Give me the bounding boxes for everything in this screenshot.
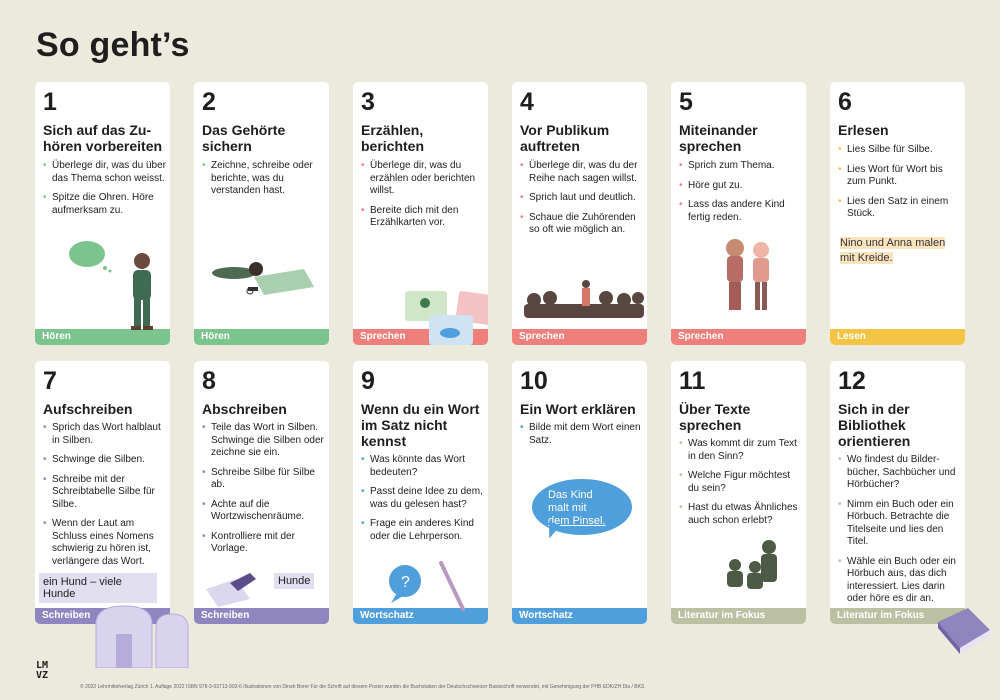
card-title: Über Texte sprechen (679, 401, 751, 433)
kids-talking-illustration (713, 238, 783, 318)
bullet-item: • Lies Silbe für Silbe. (838, 144, 962, 157)
category-bar: Hören (35, 329, 170, 345)
writing-sample (39, 573, 157, 603)
sample-line-1: Nino und Anna malen (840, 237, 946, 249)
card-title: Sich in der Bibliothek orientieren (838, 401, 911, 449)
category-bar: Sprechen (512, 329, 647, 345)
fine-print: © 2022 Lehrmittelverlag Zürich 1. Auflage 2022 ISBN 978-3-03713-903-6 Illustrationen von Dinah Borer Für die Schrift auf diesem Poster wurden die Buchstaben der Deutschschweizer Basisschrift verwendet, mit Genehmigung der PHB EDK/ZH Dia / BKS (80, 684, 645, 690)
bullet-item: • Sprich laut und deutlich. (520, 192, 644, 205)
card-number: 8 (202, 367, 216, 395)
logo-line-1: LM (36, 660, 49, 671)
bullet-item: • Was kommt dir zum Text in den Sinn? (679, 438, 803, 463)
bullet-item: • Passt deine Idee zu dem, was du gelesen hast? (361, 486, 485, 511)
bullet-item: • Frage ein anderes Kind oder die Lehrperson. (361, 518, 485, 543)
card-5 (671, 82, 806, 345)
sample-line-2: mit Kreide. (840, 252, 893, 264)
sample-text: ein Hund – viele Hunde (43, 576, 122, 600)
hunde-text: Hunde (278, 575, 311, 587)
card-title: Sich auf das Zu-hören vorbereiten (43, 122, 163, 154)
bullet-item: • Hast du etwas Ähnliches auch schon erlebt? (679, 502, 803, 527)
hand-writing-illustration (200, 571, 270, 616)
book-icon (934, 604, 994, 661)
bullet-item: • Sprich zum Thema. (679, 160, 803, 173)
card-8 (194, 361, 329, 624)
category-bar: Schreiben (194, 608, 329, 624)
bullet-item: • Höre gut zu. (679, 180, 803, 193)
card-title: Vor Publikum auftreten (520, 122, 610, 154)
bubble-line-2: malt mit (548, 502, 587, 514)
bullet-item: • Zeichne, schreibe oder berichte, was du verstanden hast. (202, 160, 326, 198)
bullet-item: • Lies den Satz in einem Stück. (838, 196, 962, 221)
bullet-item: • Schreibe mit der Schreibtabelle Silbe für Silbe. (43, 474, 167, 512)
bullet-item: • Überlege dir, was du der Reihe nach sagen willst. (520, 160, 644, 185)
bullet-item: • Wenn der Laut am Schluss eines Nomens schwierig zu hören ist, verlängere das Wort. (43, 518, 167, 568)
audience-illustration (524, 278, 644, 323)
card-number: 10 (520, 367, 548, 395)
bullet-list (520, 160, 644, 244)
bullet-item: • Überlege dir, was du erzählen oder berichten willst. (361, 160, 485, 198)
bubble-line-1: Das Kind (548, 489, 593, 501)
card-6 (830, 82, 965, 345)
category-bar: Lesen (830, 329, 965, 345)
category-bar: Wortschatz (512, 608, 647, 624)
card-title: Abschreiben (202, 401, 287, 417)
category-bar: Hören (194, 329, 329, 345)
hunde-box (274, 573, 314, 589)
card-number: 3 (361, 88, 375, 116)
bullet-list (202, 160, 326, 205)
reading-sample (840, 236, 945, 266)
card-number: 9 (361, 367, 375, 395)
bullet-item: • Wo findest du Bilder-bücher, Sachbücher und Hörbücher? (838, 454, 962, 492)
category-bar: Wortschatz (353, 608, 488, 624)
library-shelves-illustration (94, 604, 194, 673)
bullet-list (202, 422, 326, 563)
bullet-list (679, 438, 803, 534)
card-title: Miteinander sprechen (679, 122, 758, 154)
group-discussion-illustration (719, 537, 789, 602)
bullet-item: • Lass das andere Kind fertig reden. (679, 199, 803, 224)
page-title: So geht’s (36, 26, 190, 64)
bullet-item: • Bilde mit dem Wort einen Satz. (520, 422, 644, 447)
card-number: 1 (43, 88, 57, 116)
card-title: Ein Wort erklären (520, 401, 636, 417)
card-1 (35, 82, 170, 345)
card-3 (353, 82, 488, 345)
bullet-list (679, 160, 803, 231)
bullet-item: • Kontrolliere mit der Vorlage. (202, 531, 326, 556)
bullet-item: • Was könnte das Wort bedeuten? (361, 454, 485, 479)
bullet-list (838, 144, 962, 228)
bullet-item: • Sprich das Wort halblaut in Silben. (43, 422, 167, 447)
category-bar: Sprechen (671, 329, 806, 345)
girl-listening-illustration (67, 236, 170, 345)
card-12 (830, 361, 965, 624)
question-bubble-illustration (359, 557, 479, 622)
card-10 (512, 361, 647, 624)
card-number: 11 (679, 367, 706, 395)
bubble-line-3: dem Pinsel. (548, 515, 606, 527)
card-7 (35, 361, 170, 624)
card-title: Wenn du ein Wort im Satz nicht kennst (361, 401, 480, 449)
story-cards-illustration (405, 289, 488, 345)
card-9 (353, 361, 488, 624)
bullet-item: • Schaue die Zuhörenden so oft wie möglich an. (520, 212, 644, 237)
bullet-item: • Achte auf die Wortzwischenräume. (202, 499, 326, 524)
bullet-item: • Lies Wort für Wort bis zum Punkt. (838, 164, 962, 189)
bullet-item: • Überlege dir, was du über das Thema schon weisst. (43, 160, 167, 185)
card-2 (194, 82, 329, 345)
bullet-item: • Nimm ein Buch oder ein Hörbuch. Betrachte die Titelseite und lies den Titel. (838, 499, 962, 549)
bullet-list (43, 160, 167, 224)
bullet-item: • Teile das Wort in Silben. Schwinge die Silben oder zeichne sie ein. (202, 422, 326, 460)
bullet-item: • Bereite dich mit den Erzählkarten vor. (361, 205, 485, 230)
category-bar: Literatur im Fokus (671, 608, 806, 624)
card-11 (671, 361, 806, 624)
bullet-list (361, 454, 485, 550)
card-title: Das Gehörte sichern (202, 122, 286, 154)
bullet-list (361, 160, 485, 237)
card-4 (512, 82, 647, 345)
card-number: 12 (838, 367, 866, 395)
card-number: 7 (43, 367, 57, 395)
explain-bubble-illustration (532, 479, 632, 539)
question-mark: ? (401, 574, 410, 591)
bullet-item: • Wähle ein Buch oder ein Hörbuch aus, das dich interessiert. Lies darin oder höre es dir an. (838, 556, 962, 606)
syllable-sample (274, 573, 314, 589)
card-number: 6 (838, 88, 852, 116)
publisher-logo (36, 661, 48, 681)
card-title: Erlesen (838, 122, 889, 138)
card-title: Erzählen, berichten (361, 122, 425, 154)
bullet-list (43, 422, 167, 575)
bullet-item: • Spitze die Ohren. Höre aufmerksam zu. (43, 192, 167, 217)
child-drawing-illustration (204, 247, 324, 312)
card-number: 4 (520, 88, 534, 116)
card-title: Aufschreiben (43, 401, 133, 417)
category-bar: Schreiben (35, 608, 170, 624)
category-bar: Sprechen (353, 329, 488, 345)
bullet-list (838, 454, 962, 613)
sample-box (39, 573, 157, 603)
bullet-list (520, 422, 644, 454)
bullet-item: • Schwinge die Silben. (43, 454, 167, 467)
bullet-item: • Welche Figur möchtest du sein? (679, 470, 803, 495)
logo-line-2: VZ (36, 670, 49, 681)
category-bar: Literatur im Fokus (830, 608, 965, 624)
bullet-item: • Schreibe Silbe für Silbe ab. (202, 467, 326, 492)
card-number: 2 (202, 88, 216, 116)
card-number: 5 (679, 88, 693, 116)
